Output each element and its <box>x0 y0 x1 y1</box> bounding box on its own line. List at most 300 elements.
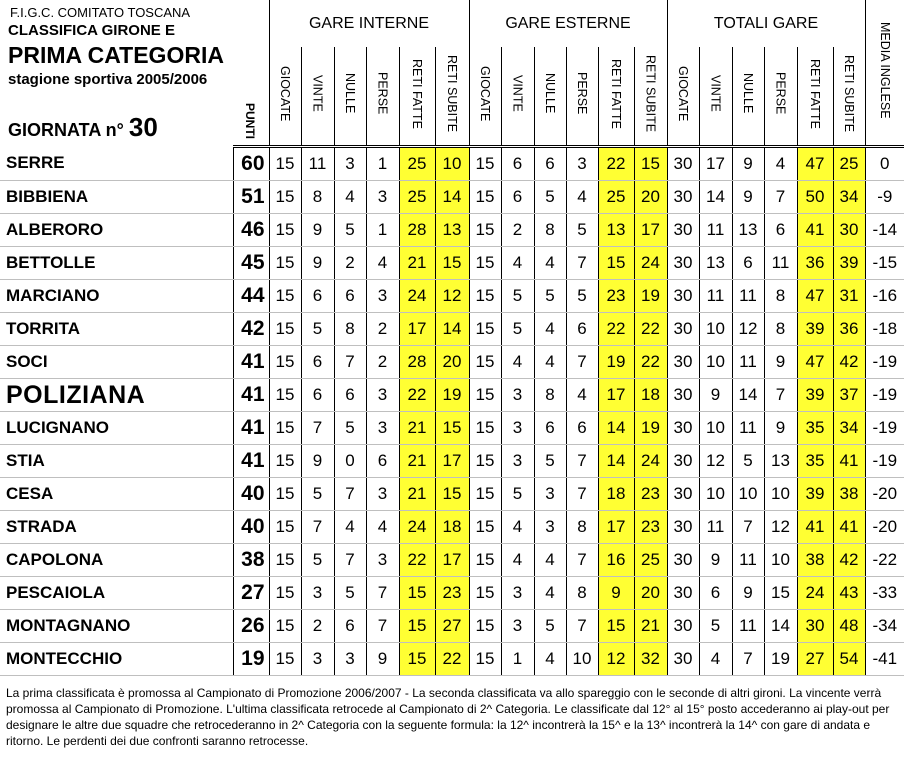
stat-cell: 7 <box>334 346 366 379</box>
stat-cell: 6 <box>301 346 334 379</box>
stat-cell: 5 <box>534 181 566 214</box>
stat-cell: 47 <box>797 346 833 379</box>
media-value: -16 <box>865 280 904 313</box>
stat-cell: 5 <box>301 313 334 346</box>
stat-cell: 41 <box>833 511 865 544</box>
group-header-away: GARE ESTERNE <box>469 0 667 47</box>
stat-cell: 7 <box>566 247 598 280</box>
stat-cell: 19 <box>435 379 469 412</box>
media-value: -18 <box>865 313 904 346</box>
stat-cell: 20 <box>634 577 667 610</box>
table-row <box>0 478 904 511</box>
stat-cell: 5 <box>534 610 566 643</box>
stat-cell: 15 <box>469 280 501 313</box>
team-name: LUCIGNANO <box>0 412 233 445</box>
subcol-header: NULLE <box>534 47 566 147</box>
stat-cell: 6 <box>301 280 334 313</box>
stat-cell: 2 <box>334 247 366 280</box>
team-name: MARCIANO <box>0 280 233 313</box>
stat-cell: 5 <box>501 478 534 511</box>
stat-cell: 14 <box>598 412 634 445</box>
stat-cell: 7 <box>732 511 764 544</box>
stat-cell: 38 <box>833 478 865 511</box>
stat-cell: 8 <box>566 577 598 610</box>
stat-cell: 15 <box>469 313 501 346</box>
subcol-header: RETI FATTE <box>399 47 435 147</box>
stat-cell: 15 <box>469 214 501 247</box>
stat-cell: 15 <box>469 346 501 379</box>
stat-cell: 5 <box>534 445 566 478</box>
subcol-header: RETI SUBITE <box>435 47 469 147</box>
team-points: 41 <box>233 412 269 445</box>
stat-cell: 37 <box>833 379 865 412</box>
stat-cell: 19 <box>598 346 634 379</box>
stat-cell: 3 <box>534 478 566 511</box>
stat-cell: 30 <box>667 313 699 346</box>
stat-cell: 15 <box>269 445 301 478</box>
stat-cell: 15 <box>435 478 469 511</box>
team-points: 46 <box>233 214 269 247</box>
media-value: -20 <box>865 511 904 544</box>
stat-cell: 3 <box>301 643 334 676</box>
media-value: -34 <box>865 610 904 643</box>
stat-cell: 15 <box>598 247 634 280</box>
stat-cell: 3 <box>501 577 534 610</box>
media-value: -19 <box>865 445 904 478</box>
stat-cell: 30 <box>667 147 699 181</box>
subcol-header: NULLE <box>732 47 764 147</box>
stat-cell: 10 <box>732 478 764 511</box>
table-row <box>0 313 904 346</box>
media-value: -22 <box>865 544 904 577</box>
stat-cell: 6 <box>334 610 366 643</box>
stat-cell: 25 <box>598 181 634 214</box>
stat-cell: 8 <box>566 511 598 544</box>
stat-cell: 15 <box>269 346 301 379</box>
team-points: 51 <box>233 181 269 214</box>
stat-cell: 15 <box>269 478 301 511</box>
stat-cell: 22 <box>634 313 667 346</box>
stat-cell: 25 <box>634 544 667 577</box>
stat-cell: 3 <box>501 445 534 478</box>
team-points: 19 <box>233 643 269 676</box>
stat-cell: 9 <box>699 379 732 412</box>
stat-cell: 28 <box>399 214 435 247</box>
stat-cell: 4 <box>534 643 566 676</box>
stat-cell: 23 <box>598 280 634 313</box>
media-value: -19 <box>865 346 904 379</box>
stat-cell: 15 <box>269 544 301 577</box>
table-row <box>0 346 904 379</box>
stat-cell: 7 <box>764 181 797 214</box>
stat-cell: 9 <box>732 147 764 181</box>
stat-cell: 11 <box>699 511 732 544</box>
stat-cell: 17 <box>699 147 732 181</box>
stat-cell: 12 <box>732 313 764 346</box>
team-name: CAPOLONA <box>0 544 233 577</box>
stat-cell: 15 <box>598 610 634 643</box>
media-value: -15 <box>865 247 904 280</box>
stat-cell: 27 <box>797 643 833 676</box>
stat-cell: 7 <box>366 577 399 610</box>
stat-cell: 16 <box>598 544 634 577</box>
stat-cell: 15 <box>269 313 301 346</box>
stat-cell: 19 <box>764 643 797 676</box>
stat-cell: 8 <box>764 313 797 346</box>
stat-cell: 4 <box>699 643 732 676</box>
stat-cell: 4 <box>534 346 566 379</box>
stat-cell: 5 <box>566 280 598 313</box>
stat-cell: 15 <box>435 412 469 445</box>
stat-cell: 11 <box>699 214 732 247</box>
team-points: 26 <box>233 610 269 643</box>
stat-cell: 15 <box>469 412 501 445</box>
stat-cell: 15 <box>399 610 435 643</box>
stat-cell: 22 <box>598 147 634 181</box>
stat-cell: 41 <box>797 214 833 247</box>
stat-cell: 23 <box>435 577 469 610</box>
stat-cell: 6 <box>366 445 399 478</box>
stat-cell: 4 <box>534 544 566 577</box>
stat-cell: 28 <box>399 346 435 379</box>
stat-cell: 24 <box>399 280 435 313</box>
stat-cell: 15 <box>269 147 301 181</box>
stat-cell: 3 <box>334 643 366 676</box>
stat-cell: 15 <box>469 643 501 676</box>
stat-cell: 4 <box>534 577 566 610</box>
subcol-header: RETI FATTE <box>797 47 833 147</box>
group-header-home: GARE INTERNE <box>269 0 469 47</box>
subcol-header: PERSE <box>366 47 399 147</box>
stat-cell: 4 <box>501 544 534 577</box>
stat-cell: 21 <box>399 247 435 280</box>
stat-cell: 15 <box>269 511 301 544</box>
team-points: 27 <box>233 577 269 610</box>
stat-cell: 15 <box>399 643 435 676</box>
stat-cell: 30 <box>667 544 699 577</box>
stat-cell: 39 <box>797 478 833 511</box>
stat-cell: 9 <box>366 643 399 676</box>
stat-cell: 4 <box>334 181 366 214</box>
stat-cell: 15 <box>469 147 501 181</box>
team-points: 40 <box>233 511 269 544</box>
team-points: 42 <box>233 313 269 346</box>
stat-cell: 10 <box>566 643 598 676</box>
stat-cell: 6 <box>732 247 764 280</box>
stat-cell: 35 <box>797 412 833 445</box>
stat-cell: 7 <box>366 610 399 643</box>
table-row <box>0 379 904 412</box>
stat-cell: 15 <box>269 643 301 676</box>
stat-cell: 7 <box>334 478 366 511</box>
stat-cell: 15 <box>634 147 667 181</box>
stat-cell: 34 <box>833 412 865 445</box>
subcol-header: PERSE <box>566 47 598 147</box>
stat-cell: 1 <box>366 214 399 247</box>
stat-cell: 36 <box>797 247 833 280</box>
stat-cell: 15 <box>469 445 501 478</box>
stat-cell: 14 <box>435 181 469 214</box>
stat-cell: 13 <box>435 214 469 247</box>
stat-cell: 3 <box>366 544 399 577</box>
stat-cell: 2 <box>301 610 334 643</box>
stat-cell: 10 <box>699 412 732 445</box>
stat-cell: 15 <box>269 181 301 214</box>
stat-cell: 5 <box>566 214 598 247</box>
table-row <box>0 445 904 478</box>
stat-cell: 1 <box>366 147 399 181</box>
stat-cell: 30 <box>667 577 699 610</box>
stat-cell: 11 <box>732 544 764 577</box>
stat-cell: 10 <box>435 147 469 181</box>
stat-cell: 4 <box>566 181 598 214</box>
stat-cell: 15 <box>469 511 501 544</box>
stat-cell: 18 <box>435 511 469 544</box>
stat-cell: 4 <box>534 313 566 346</box>
points-header: PUNTI <box>243 103 257 139</box>
stat-cell: 7 <box>566 544 598 577</box>
stat-cell: 3 <box>501 610 534 643</box>
stat-cell: 30 <box>667 379 699 412</box>
stat-cell: 31 <box>833 280 865 313</box>
stat-cell: 24 <box>797 577 833 610</box>
media-value: -19 <box>865 412 904 445</box>
stat-cell: 4 <box>334 511 366 544</box>
stat-cell: 15 <box>469 610 501 643</box>
stat-cell: 6 <box>566 412 598 445</box>
team-name: SOCI <box>0 346 233 379</box>
team-points: 45 <box>233 247 269 280</box>
stat-cell: 13 <box>732 214 764 247</box>
stat-cell: 22 <box>399 379 435 412</box>
stat-cell: 6 <box>534 412 566 445</box>
stat-cell: 19 <box>634 412 667 445</box>
stat-cell: 11 <box>732 610 764 643</box>
stat-cell: 48 <box>833 610 865 643</box>
stat-cell: 10 <box>764 544 797 577</box>
stat-cell: 17 <box>435 544 469 577</box>
stat-cell: 0 <box>334 445 366 478</box>
stat-cell: 39 <box>797 379 833 412</box>
stat-cell: 11 <box>699 280 732 313</box>
stat-cell: 41 <box>797 511 833 544</box>
stat-cell: 15 <box>469 181 501 214</box>
stat-cell: 30 <box>797 610 833 643</box>
subcol-header: RETI FATTE <box>598 47 634 147</box>
stat-cell: 9 <box>301 445 334 478</box>
stat-cell: 5 <box>301 478 334 511</box>
stat-cell: 30 <box>667 478 699 511</box>
media-header: MEDIA INGLESE <box>865 0 904 147</box>
stat-cell: 35 <box>797 445 833 478</box>
stat-cell: 12 <box>699 445 732 478</box>
stat-cell: 9 <box>764 346 797 379</box>
stat-cell: 19 <box>634 280 667 313</box>
stat-cell: 10 <box>699 346 732 379</box>
stat-cell: 14 <box>435 313 469 346</box>
stat-cell: 7 <box>566 610 598 643</box>
subcol-header: PERSE <box>764 47 797 147</box>
stat-cell: 6 <box>764 214 797 247</box>
stat-cell: 17 <box>435 445 469 478</box>
stat-cell: 3 <box>501 379 534 412</box>
stat-cell: 9 <box>699 544 732 577</box>
stat-cell: 42 <box>833 346 865 379</box>
table-row <box>0 610 904 643</box>
stat-cell: 2 <box>366 346 399 379</box>
team-name: BIBBIENA <box>0 181 233 214</box>
stat-cell: 22 <box>399 544 435 577</box>
stat-cell: 39 <box>797 313 833 346</box>
stat-cell: 5 <box>301 544 334 577</box>
stat-cell: 4 <box>566 379 598 412</box>
stat-cell: 1 <box>501 643 534 676</box>
stat-cell: 21 <box>399 445 435 478</box>
matchday-number: 30 <box>128 112 158 142</box>
subcol-header: GIOCATE <box>667 47 699 147</box>
stat-cell: 30 <box>667 247 699 280</box>
stat-cell: 8 <box>334 313 366 346</box>
stat-cell: 4 <box>366 511 399 544</box>
stat-cell: 15 <box>435 247 469 280</box>
stat-cell: 6 <box>699 577 732 610</box>
stat-cell: 30 <box>833 214 865 247</box>
stat-cell: 2 <box>366 313 399 346</box>
stat-cell: 8 <box>301 181 334 214</box>
table-row <box>0 544 904 577</box>
stat-cell: 4 <box>366 247 399 280</box>
stat-cell: 30 <box>667 280 699 313</box>
stat-cell: 12 <box>435 280 469 313</box>
media-value: -33 <box>865 577 904 610</box>
stat-cell: 6 <box>334 379 366 412</box>
stat-cell: 20 <box>435 346 469 379</box>
team-points: 41 <box>233 346 269 379</box>
stat-cell: 15 <box>764 577 797 610</box>
stat-cell: 8 <box>534 214 566 247</box>
stat-cell: 14 <box>732 379 764 412</box>
stat-cell: 2 <box>501 214 534 247</box>
team-name: STRADA <box>0 511 233 544</box>
stat-cell: 7 <box>732 643 764 676</box>
stat-cell: 3 <box>366 379 399 412</box>
stat-cell: 17 <box>598 379 634 412</box>
stat-cell: 11 <box>732 412 764 445</box>
table-row <box>0 181 904 214</box>
subcol-header: GIOCATE <box>269 47 301 147</box>
team-name: ALBERORO <box>0 214 233 247</box>
stat-cell: 30 <box>667 214 699 247</box>
stat-cell: 6 <box>566 313 598 346</box>
table-row <box>0 643 904 676</box>
stat-cell: 22 <box>598 313 634 346</box>
table-row <box>0 247 904 280</box>
stat-cell: 15 <box>469 544 501 577</box>
stat-cell: 4 <box>534 247 566 280</box>
media-value: -14 <box>865 214 904 247</box>
stat-cell: 4 <box>501 511 534 544</box>
stat-cell: 11 <box>732 346 764 379</box>
stat-cell: 30 <box>667 643 699 676</box>
stat-cell: 9 <box>301 214 334 247</box>
stat-cell: 23 <box>634 478 667 511</box>
stat-cell: 39 <box>833 247 865 280</box>
stat-cell: 13 <box>699 247 732 280</box>
subcol-header: NULLE <box>334 47 366 147</box>
stat-cell: 4 <box>501 346 534 379</box>
team-name: SERRE <box>0 147 233 181</box>
stat-cell: 22 <box>634 346 667 379</box>
table-row <box>0 214 904 247</box>
team-name: BETTOLLE <box>0 247 233 280</box>
stat-cell: 47 <box>797 280 833 313</box>
category-title: PRIMA CATEGORIA <box>8 42 224 68</box>
team-name: TORRITA <box>0 313 233 346</box>
stat-cell: 25 <box>399 147 435 181</box>
media-value: -20 <box>865 478 904 511</box>
subcol-header: RETI SUBITE <box>634 47 667 147</box>
team-points: 40 <box>233 478 269 511</box>
stat-cell: 17 <box>634 214 667 247</box>
stat-cell: 13 <box>764 445 797 478</box>
stat-cell: 3 <box>366 478 399 511</box>
stat-cell: 8 <box>764 280 797 313</box>
stat-cell: 7 <box>301 412 334 445</box>
stat-cell: 41 <box>833 445 865 478</box>
season-label: stagione sportiva 2005/2006 <box>8 71 208 88</box>
stat-cell: 11 <box>301 147 334 181</box>
stat-cell: 34 <box>833 181 865 214</box>
table-row <box>0 280 904 313</box>
stat-cell: 15 <box>269 214 301 247</box>
stat-cell: 30 <box>667 181 699 214</box>
stat-cell: 5 <box>699 610 732 643</box>
stat-cell: 14 <box>598 445 634 478</box>
stat-cell: 17 <box>598 511 634 544</box>
federation-label: F.I.G.C. COMITATO TOSCANA <box>10 5 191 20</box>
stat-cell: 15 <box>469 247 501 280</box>
stat-cell: 22 <box>435 643 469 676</box>
subcol-header: VINTE <box>301 47 334 147</box>
stat-cell: 12 <box>598 643 634 676</box>
stat-cell: 15 <box>469 478 501 511</box>
stat-cell: 5 <box>501 280 534 313</box>
stat-cell: 30 <box>667 511 699 544</box>
subcol-header: VINTE <box>501 47 534 147</box>
stat-cell: 47 <box>797 147 833 181</box>
stat-cell: 15 <box>469 577 501 610</box>
stat-cell: 24 <box>634 445 667 478</box>
stat-cell: 38 <box>797 544 833 577</box>
stat-cell: 15 <box>269 247 301 280</box>
stat-cell: 9 <box>732 181 764 214</box>
stat-cell: 5 <box>334 214 366 247</box>
stat-cell: 4 <box>501 247 534 280</box>
stat-cell: 43 <box>833 577 865 610</box>
stat-cell: 15 <box>399 577 435 610</box>
stat-cell: 15 <box>269 412 301 445</box>
stat-cell: 5 <box>732 445 764 478</box>
stat-cell: 18 <box>598 478 634 511</box>
table-row <box>0 412 904 445</box>
stat-cell: 3 <box>501 412 534 445</box>
stat-cell: 15 <box>269 280 301 313</box>
stat-cell: 15 <box>469 379 501 412</box>
table-row <box>0 511 904 544</box>
stat-cell: 30 <box>667 346 699 379</box>
table-row <box>0 147 904 181</box>
team-points: 60 <box>233 147 269 181</box>
